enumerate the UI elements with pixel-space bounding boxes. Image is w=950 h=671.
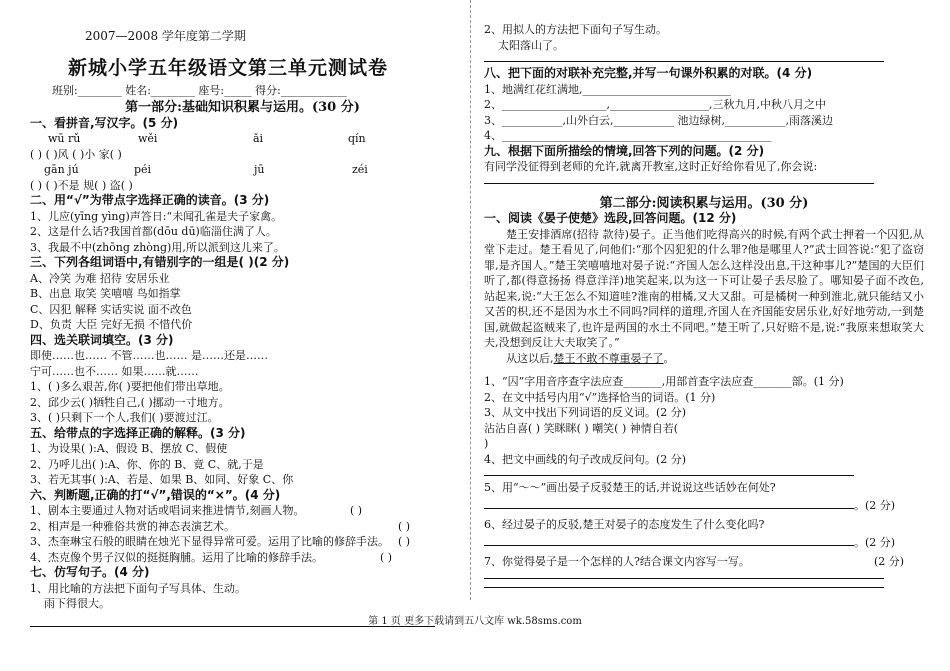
- answer-line[interactable]: [484, 533, 854, 546]
- s6-mark: ( ): [350, 504, 363, 517]
- char-row-2: ( ) ( )不是 规( ) 盗( ): [30, 178, 133, 192]
- page-title: 新城小学五年级语文第三单元测试卷: [68, 57, 389, 79]
- s6-item: [30, 550, 455, 566]
- s4-item: 宁可……也不…… 如果……就……: [30, 364, 199, 378]
- s6-text: 2、相声是一种雅俗共赏的神态表演艺术。: [30, 519, 235, 533]
- s7-title: 七、仿写句子。(4 分): [30, 565, 150, 579]
- s8-item: 2、___________________,__________________,三秋九月,中秋八月之中: [484, 98, 826, 111]
- closing-pre: 从这以后,: [506, 351, 554, 365]
- question-5: 5、用“～～”画出晏子反驳楚王的话,并说说这些话妙在何处?: [484, 481, 776, 494]
- question-6: 6、经过晏子的反驳,楚王对晏子的态度发生了什么变化吗?: [484, 518, 765, 531]
- pinyin: qín: [348, 132, 366, 145]
- left-column: [30, 100, 455, 627]
- s6-mark: ( ): [398, 535, 411, 548]
- part2-heading: 第二部分:阅读积累与运用。(30 分): [599, 195, 809, 211]
- s8-item: 4、_________________________________________________: [484, 129, 772, 142]
- s6-text: 1、剧本主要通过人物对话或唱词来推进情节,刻画人物。: [30, 504, 305, 517]
- s3-option: B、出息 取笑 笑嘻嘻 鸟如指掌: [30, 287, 181, 300]
- passage-closing: [484, 351, 924, 367]
- pinyin: jū: [254, 163, 265, 176]
- q7-text: 7、你觉得晏子是一个怎样的人?结合课文内容写一写。: [484, 555, 750, 568]
- passage: 楚王安排酒席(招待 款待)晏子。正当他们吃得高兴的时候,有两个武士押着一个囚犯,从堂下走过。楚王看见了,问他们:“那个囚犯犯的什么罪?他是哪里人?”武士回答说:“犯了盗窃罪,是齐国人。”楚王笑嘻嘻地对晏子说:“齐国人怎么这样没出息,干这种事儿?”楚国的大臣们听了,都(得意扬扬 得意洋洋)地笑起来,以为这一下可让晏子丢尽脸了。哪知晏子面不改色,站起来,说:“大王怎么不知道哇?淮南的柑橘,又大又甜。可是橘树一种到淮北,就只能结又小又苦的枳,还不是因为水土不同吗?同样的道理,齐国人在齐国能安居乐业,好好地劳动,一到楚国,就做起盗贼来了,也许是两国的水土不同吧。”楚王听了,只好赔不是,说:“我原来想取笑大夫,没想到反让大夫取笑了。”: [484, 227, 924, 349]
- answer-line[interactable]: [484, 579, 884, 588]
- s9-text: 有同学没征得到老师的允许,就离开教室,这时正好给你看见了,你会说:: [484, 160, 818, 173]
- q6-answer: [484, 533, 924, 551]
- s3-option: A、冷笑 为难 招待 安居乐业: [30, 271, 170, 285]
- question-1: 1、“囚”字用音序查字法应查_______,用部首查字法应查_______部。(1 分): [484, 375, 844, 388]
- s8-item: 1、地满红花红满地,___________________________: [484, 82, 731, 96]
- pinyin: wū rǔ: [48, 132, 81, 145]
- pinyin-row-2: [30, 162, 455, 178]
- s2-item: 1、儿应(yīng yìng)声答日:“未闻孔雀是夫子家禽。: [30, 209, 283, 223]
- s8-title: 八、把下面的对联补充完整,并写一句课外积累的对联。(4 分): [484, 66, 813, 80]
- answer-line[interactable]: [484, 570, 884, 579]
- part1-heading: 第一部分:基础知识积累与运用。(30 分): [125, 100, 360, 115]
- s4-item: 3、( )只剩下一个人,我们( )要渡过江。: [30, 411, 219, 424]
- s6-item: [30, 503, 455, 519]
- r1-title: 一、阅读《晏子使楚》选段,回答问题。(12 分): [484, 211, 737, 225]
- q6-points: 。(2 分): [854, 535, 896, 549]
- pinyin: péi: [134, 163, 152, 176]
- page-footer: 第 1 页 更多下载请到五八文库 wk.58sms.com: [368, 616, 582, 627]
- s5-item: 3、若无其事( ):A、若是、如果 B、如同、好象 C、你: [30, 473, 294, 486]
- s3-option: D、负责 大臣 完好无损 不惜代价: [30, 318, 193, 331]
- answer-line[interactable]: [484, 496, 854, 509]
- s6-text: 4、杰克像个男子汉似的挺挺胸脯。运用了比喻的修辞手法。: [30, 550, 323, 564]
- q3-close: ): [484, 437, 489, 450]
- s7b-item: 2、用拟人的方法把下面句子写生动。: [484, 23, 667, 36]
- column-divider: [470, 0, 472, 600]
- s2-item: 3、我最不中(zhōng zhòng)用,所以派到这儿来了。: [30, 240, 285, 254]
- question-7: [484, 554, 924, 570]
- pinyin: zéi: [352, 163, 368, 176]
- s3-option: C、囚犯 解释 实话实说 面不改色: [30, 302, 192, 316]
- student-info-line: 班别:________ 姓名:________ 座号:_____ 得分:____________: [52, 84, 347, 97]
- s5-item: 2、乃呼儿出( ):A、你、你的 B、竟 C、就,于是: [30, 457, 264, 471]
- q7-points: (2 分): [874, 555, 905, 568]
- term-label: 2007—2008 学年度第二学期: [85, 29, 246, 43]
- s5-item: 1、为设果( ):A、假设 B、摆放 C、假使: [30, 442, 228, 455]
- s6-text: 3、杰奎琳宝石般的眼睛在烛光下显得异常可爱。运用了比喻的修辞手法。: [30, 535, 389, 548]
- s6-mark: ( ): [380, 550, 393, 564]
- underlined-sentence: 楚王不敢不尊重晏子了: [553, 351, 664, 365]
- s2-title: 二、用“√”为带点字选择正确的读音。(3 分): [30, 193, 270, 207]
- answer-line[interactable]: [484, 467, 854, 476]
- s6-item: [30, 519, 455, 535]
- s4-item: 2、邱少云( )牺牲自己,( )挪动一寸地方。: [30, 395, 230, 409]
- s4-item: 即使……也…… 不管……也…… 是……还是……: [30, 349, 268, 362]
- s1-title: 一、看拼音,写汉字。(5 分): [30, 115, 179, 130]
- s6-item: [30, 534, 455, 550]
- s3-title: 三、下列各组词语中,有错别字的一组是( )(2 分): [30, 255, 290, 269]
- answer-line[interactable]: [484, 175, 874, 184]
- s6-title: 六、判断题,正确的打“√”,错误的“×”。(4 分): [30, 487, 281, 502]
- s5-title: 五、给带点的字选择正确的解释。(3 分): [30, 425, 246, 440]
- q3-words: 沾沾自喜( ) 笑眯眯( ) 嘲笑( ) 神情自若(: [484, 421, 679, 435]
- s6-mark: ( ): [398, 519, 411, 533]
- s8-item: 3、___________,山外白云,___________ 池边绿树,___________,雨落溪边: [484, 113, 833, 127]
- question-3: 3、从文中找出下列词语的反义词。(2 分): [484, 406, 687, 419]
- question-4: 4、把文中画线的句子改成反问句。(2 分): [484, 452, 687, 466]
- right-column: [484, 22, 924, 588]
- s2-item: 2、这是什么话?我国首都(dōu dū)临淄住满了人。: [30, 225, 277, 238]
- s4-title: 四、选关联词填空。(3 分): [30, 332, 174, 347]
- char-row-1: ( ) ( )风 ( )小 家( ): [30, 147, 122, 161]
- s7-sentence: 雨下得很大。: [44, 597, 110, 610]
- s4-item: 1、( )多么艰苦,你( )要把他们带出草地。: [30, 380, 230, 393]
- closing-post: 。: [663, 351, 675, 365]
- s7-item: 1、用比喻的方法把下面句子写具体、生动。: [30, 581, 246, 595]
- pinyin: wěi: [138, 132, 158, 145]
- q5-points: 。(2 分): [854, 498, 896, 512]
- q5-answer: [484, 496, 924, 514]
- pinyin: ǎi: [253, 132, 264, 145]
- answer-line[interactable]: [484, 53, 884, 62]
- question-2: 2、在文中括号内用“√”选择恰当的词语。(1 分): [484, 390, 716, 404]
- s9-title: 九、根据下面所描绘的情境,回答下列的问题。(2 分): [484, 143, 765, 158]
- s7b-sentence: 太阳落山了。: [498, 38, 564, 52]
- pinyin-row-1: [30, 131, 455, 147]
- pinyin: gān jú: [44, 163, 79, 176]
